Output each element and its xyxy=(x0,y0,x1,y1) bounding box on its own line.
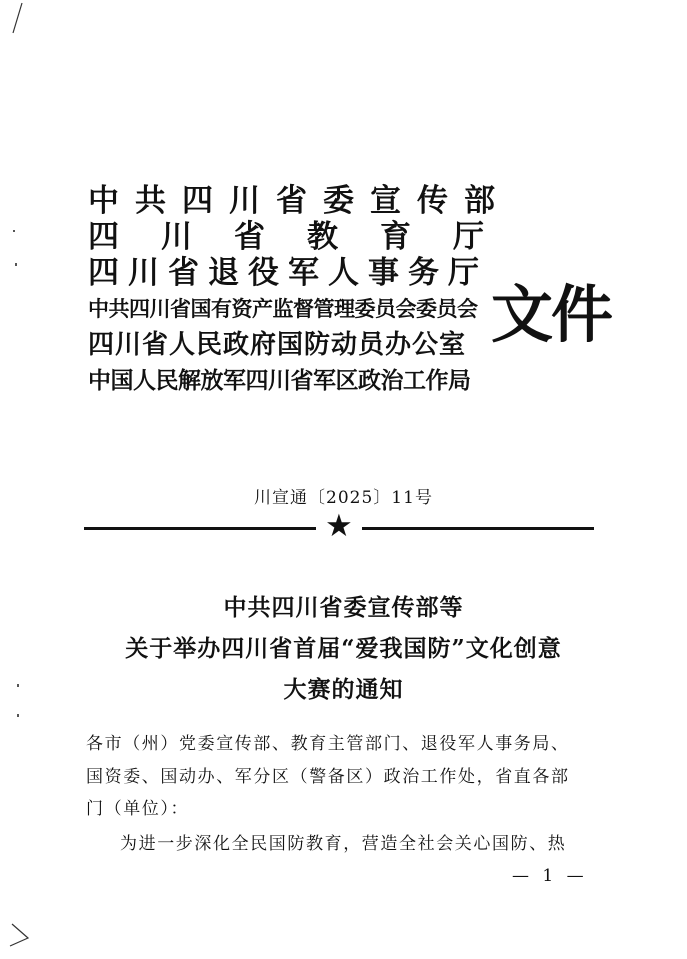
notice-title-line-1: 中共四川省委宣传部等 xyxy=(223,594,464,621)
issuer-name: 中共四川省国有资产监督管理委员会委员会 xyxy=(88,297,478,321)
issuing-authorities xyxy=(88,183,526,399)
divider-rule-left xyxy=(84,527,316,530)
page-number: — 1 — xyxy=(512,866,588,886)
issuer-sasac-committee xyxy=(88,291,488,327)
notice-title-line-3: 大赛的通知 xyxy=(283,676,404,703)
document-number: 川宣通〔2025〕11号 xyxy=(254,488,433,508)
red-header-divider xyxy=(84,508,594,544)
document-label: 文件 xyxy=(491,278,612,351)
scan-stroke-bottom-left xyxy=(4,920,34,950)
divider-rule-right xyxy=(362,527,594,530)
star-icon: ★ xyxy=(325,508,353,544)
issuer-name: 四川省人民政府国防动员办公室 xyxy=(88,330,467,360)
addressee-line: 各市（州）党委宣传部、教育主管部门、退役军人事务局、 xyxy=(86,734,570,754)
addressee-line: 国资委、国动办、军分区（警备区）政治工作处，省直各部 xyxy=(86,767,570,787)
issuer-propaganda-dept xyxy=(88,183,511,219)
issuer-name: 四川省教育厅 xyxy=(88,219,526,255)
scan-speck xyxy=(13,230,15,232)
issuer-name: 四川省退役军人事务厅 xyxy=(88,255,488,291)
scan-stroke-top-left xyxy=(6,0,26,40)
scan-speck xyxy=(17,714,19,717)
addressee-line: 门（单位）： xyxy=(86,799,190,819)
issuer-name: 中国人民解放军四川省军区政治工作局 xyxy=(88,368,471,394)
issuer-veterans-dept xyxy=(88,255,488,291)
body-paragraph: 为进一步深化全民国防教育，营造全社会关心国防、热 xyxy=(120,834,567,854)
issuer-name: 中共四川省委宣传部 xyxy=(88,183,511,219)
issuer-education-dept xyxy=(88,219,526,255)
issuer-military-political-bureau xyxy=(88,363,488,399)
issuer-defense-mobilization-office xyxy=(88,327,488,363)
scan-speck xyxy=(15,263,17,266)
notice-title-line-2: 关于举办四川省首届“爱我国防”文化创意 xyxy=(125,635,562,662)
